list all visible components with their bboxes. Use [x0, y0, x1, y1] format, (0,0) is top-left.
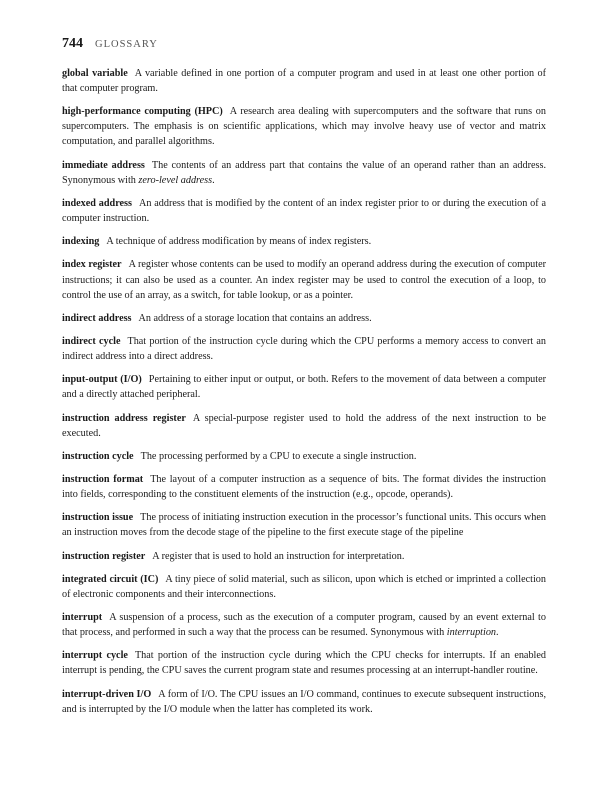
glossary-entry-interrupt-driven-io [62, 687, 546, 717]
entry-definition: A suspension of a process, such as the execution of a computer program, caused by an event external to that process, and performed in such a way that the process can be resumed. Synonymous with [62, 612, 546, 639]
entry-definition: An address of a storage location that contains an address. [138, 312, 372, 324]
glossary-entry-instruction-address-register [62, 411, 546, 441]
entry-definition-end: . [496, 627, 499, 639]
entry-definition: A research area dealing with supercomputers and the software that runs on supercomputers. The emphasis is on scientific applications, which may involve heavy use of vector and matrix computation, and parallel algorithms. [62, 106, 546, 148]
entry-definition: Pertaining to either input or output, or both. Refers to the movement of data between a computer and a directly attached peripheral. [62, 374, 546, 401]
entry-term: indirect cycle [62, 335, 121, 347]
entry-synonym: zero-level address [138, 174, 213, 186]
entry-term: indexing [62, 236, 100, 248]
entry-term: interrupt [62, 612, 103, 624]
glossary-entry-instruction-register [62, 549, 546, 564]
entry-term: immediate address [62, 159, 145, 171]
glossary-entry-integrated-circuit [62, 572, 546, 602]
glossary-entry-indexing [62, 234, 546, 249]
glossary-entries [62, 66, 546, 717]
entry-term: interrupt cycle [62, 650, 128, 662]
glossary-entry-indexed-address [62, 196, 546, 226]
glossary-entry-input-output [62, 372, 546, 402]
entry-term: global variable [62, 68, 128, 79]
page-header [62, 36, 546, 58]
glossary-entry-instruction-issue [62, 510, 546, 540]
entry-term: indexed address [62, 197, 132, 209]
entry-definition: An address that is modified by the content of an index register prior to or during the execution of a computer instruction. [62, 197, 547, 225]
running-head: GLOSSARY [95, 39, 158, 50]
glossary-entry-indirect-cycle [62, 334, 546, 364]
entry-term: instruction register [62, 550, 146, 562]
entry-definition: A technique of address modification by means of index registers. [106, 236, 372, 248]
glossary-entry-high-performance-computing [62, 104, 546, 149]
entry-definition: That portion of the instruction cycle during which the CPU checks for interrupts. If an enabled interrupt is pending, the CPU saves the current program state and resumes processing at an interrupt-handler routine. [62, 650, 546, 677]
entry-definition: A register whose contents can be used to modify an operand address during the execution of computer instructions; it can also be used as a counter. An index register may be used to control the execution of a loop, to control the use of an array, as a switch, for table lookup, or as a pointer. [62, 259, 546, 301]
entry-definition: A tiny piece of solid material, such as silicon, upon which is etched or imprinted a collection of electronic components and their interconnections. [62, 573, 546, 600]
glossary-entry-global-variable [62, 66, 546, 96]
glossary-page [62, 36, 546, 725]
entry-term: interrupt-driven I/O [62, 688, 152, 700]
glossary-entry-instruction-cycle [62, 449, 546, 464]
entry-term: integrated circuit (IC) [62, 573, 159, 585]
entry-definition: The process of initiating instruction execution in the processor’s functional units. This occurs when an instruction moves from the decode stage of the pipeline to the first execute stage of the pipeline [62, 512, 546, 539]
entry-term: instruction address register [62, 412, 186, 424]
entry-definition: The contents of an address part that contains the value of an operand rather than an address. Synonymous with [62, 159, 547, 186]
entry-definition-end: . [212, 174, 215, 186]
entry-definition: A register that is used to hold an instruction for interpretation. [152, 550, 405, 562]
glossary-entry-index-register [62, 257, 546, 302]
entry-term: input-output (I/O) [62, 374, 142, 386]
entry-definition: A special-purpose register used to hold the address of the next instruction to be executed. [62, 412, 546, 439]
entry-definition: The processing performed by a CPU to execute a single instruction. [140, 450, 417, 462]
page-number: 744 [62, 36, 83, 51]
entry-definition: That portion of the instruction cycle during which the CPU performs a memory access to convert an indirect address into a direct address. [62, 335, 546, 363]
entry-definition: A variable defined in one portion of a computer program and used in at least one other portion of that computer program. [62, 68, 546, 95]
entry-term: high-performance computing (HPC) [62, 106, 223, 118]
entry-term: instruction cycle [62, 450, 134, 462]
glossary-entry-indirect-address [62, 311, 546, 326]
entry-term: indirect address [62, 312, 132, 324]
entry-definition: A form of I/O. The CPU issues an I/O command, continues to execute subsequent instructions, and is interrupted by the I/O module when the latter has completed its work. [62, 688, 546, 715]
glossary-entry-interrupt-cycle [62, 648, 546, 678]
entry-definition: The layout of a computer instruction as a sequence of bits. The format divides the instruction into fields, corresponding to the constituent elements of the instruction (e.g., opcode, operands). [62, 474, 546, 501]
entry-term: instruction issue [62, 512, 134, 524]
entry-synonym: interruption [446, 627, 497, 639]
glossary-entry-immediate-address [62, 158, 546, 188]
glossary-entry-interrupt [62, 610, 546, 640]
entry-term: index register [62, 259, 122, 271]
glossary-entry-instruction-format [62, 472, 546, 502]
entry-term: instruction format [62, 474, 144, 485]
